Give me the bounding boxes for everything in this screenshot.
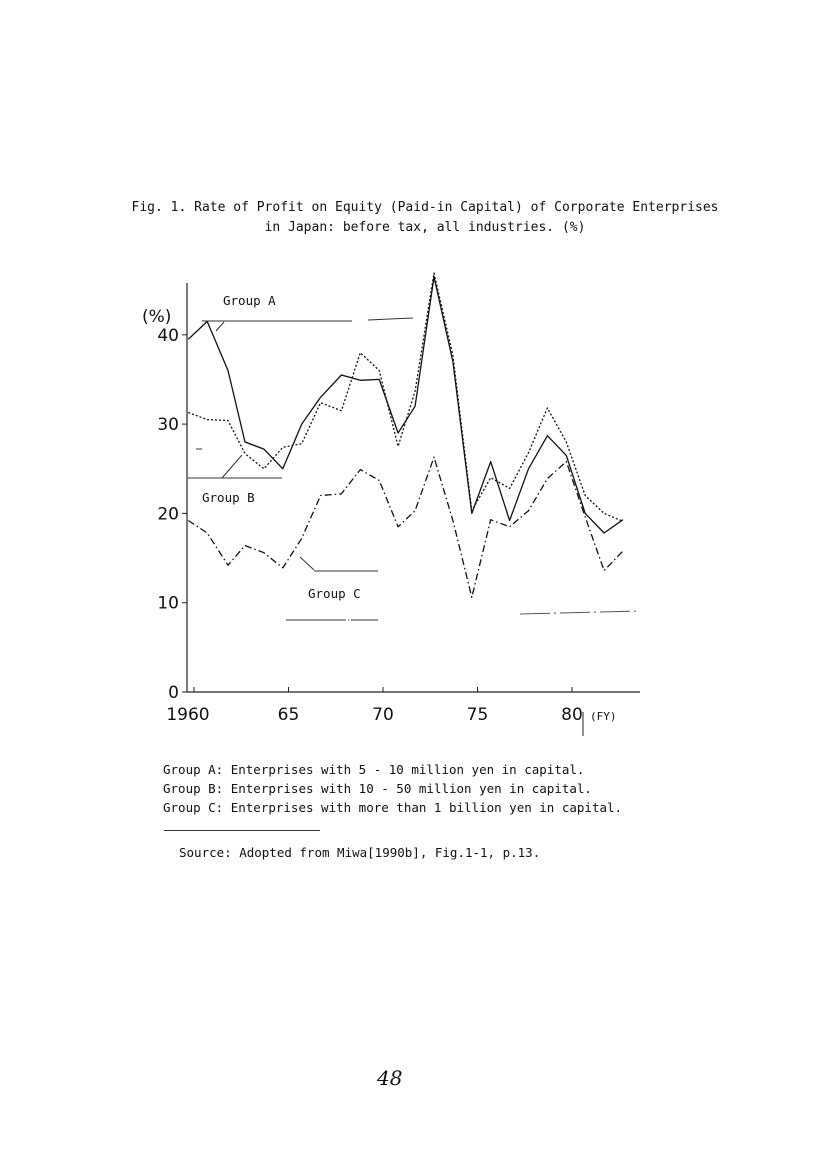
source-note: Source: Adopted from Miwa[1990b], Fig.1-1, p.13.: [179, 845, 541, 860]
series-line-group-b: [188, 273, 623, 521]
note-group-a: Group A: Enterprises with 5 - 10 million yen in capital.: [163, 762, 585, 777]
group-notes: [163, 760, 622, 817]
y-axis-label: (%): [142, 307, 172, 327]
x-axis-label: (FY): [590, 710, 617, 723]
page-number: 48: [377, 1066, 403, 1090]
caption-line-1: Fig. 1. Rate of Profit on Equity (Paid-in Capital) of Corporate Enterprises: [131, 200, 719, 215]
y-tick-label: 10: [157, 593, 179, 614]
x-tick-label: 1960: [166, 705, 210, 725]
caption-line-2: in Japan: before tax, all industries. (%): [264, 220, 586, 235]
arrow-group-b: [222, 455, 242, 478]
note-group-c: Group C: Enterprises with more than 1 billion yen in capital.: [163, 800, 623, 815]
footnote-rule: [164, 830, 320, 831]
annotation-group-a: Group A: [223, 293, 276, 308]
annotation-group-c: Group C: [308, 586, 361, 601]
leader-group-a-2: [368, 318, 413, 320]
y-tick-label: 40: [157, 325, 179, 346]
y-tick-label: 20: [157, 504, 179, 525]
arrow-group-a: [216, 322, 224, 331]
annotation-group-b: Group B: [202, 490, 255, 505]
note-group-b: Group B: Enterprises with 10 - 50 million yen in capital.: [163, 781, 592, 796]
x-tick-label: 65: [277, 705, 300, 725]
x-tick-label: 80: [561, 705, 583, 725]
y-tick-label: 30: [157, 415, 179, 436]
x-tick-label: 70: [372, 705, 394, 725]
leader-group-c-3: [520, 611, 640, 614]
arrow-group-c: [300, 557, 314, 570]
y-tick-label: 0: [168, 683, 179, 703]
x-tick-label: 75: [466, 705, 489, 725]
